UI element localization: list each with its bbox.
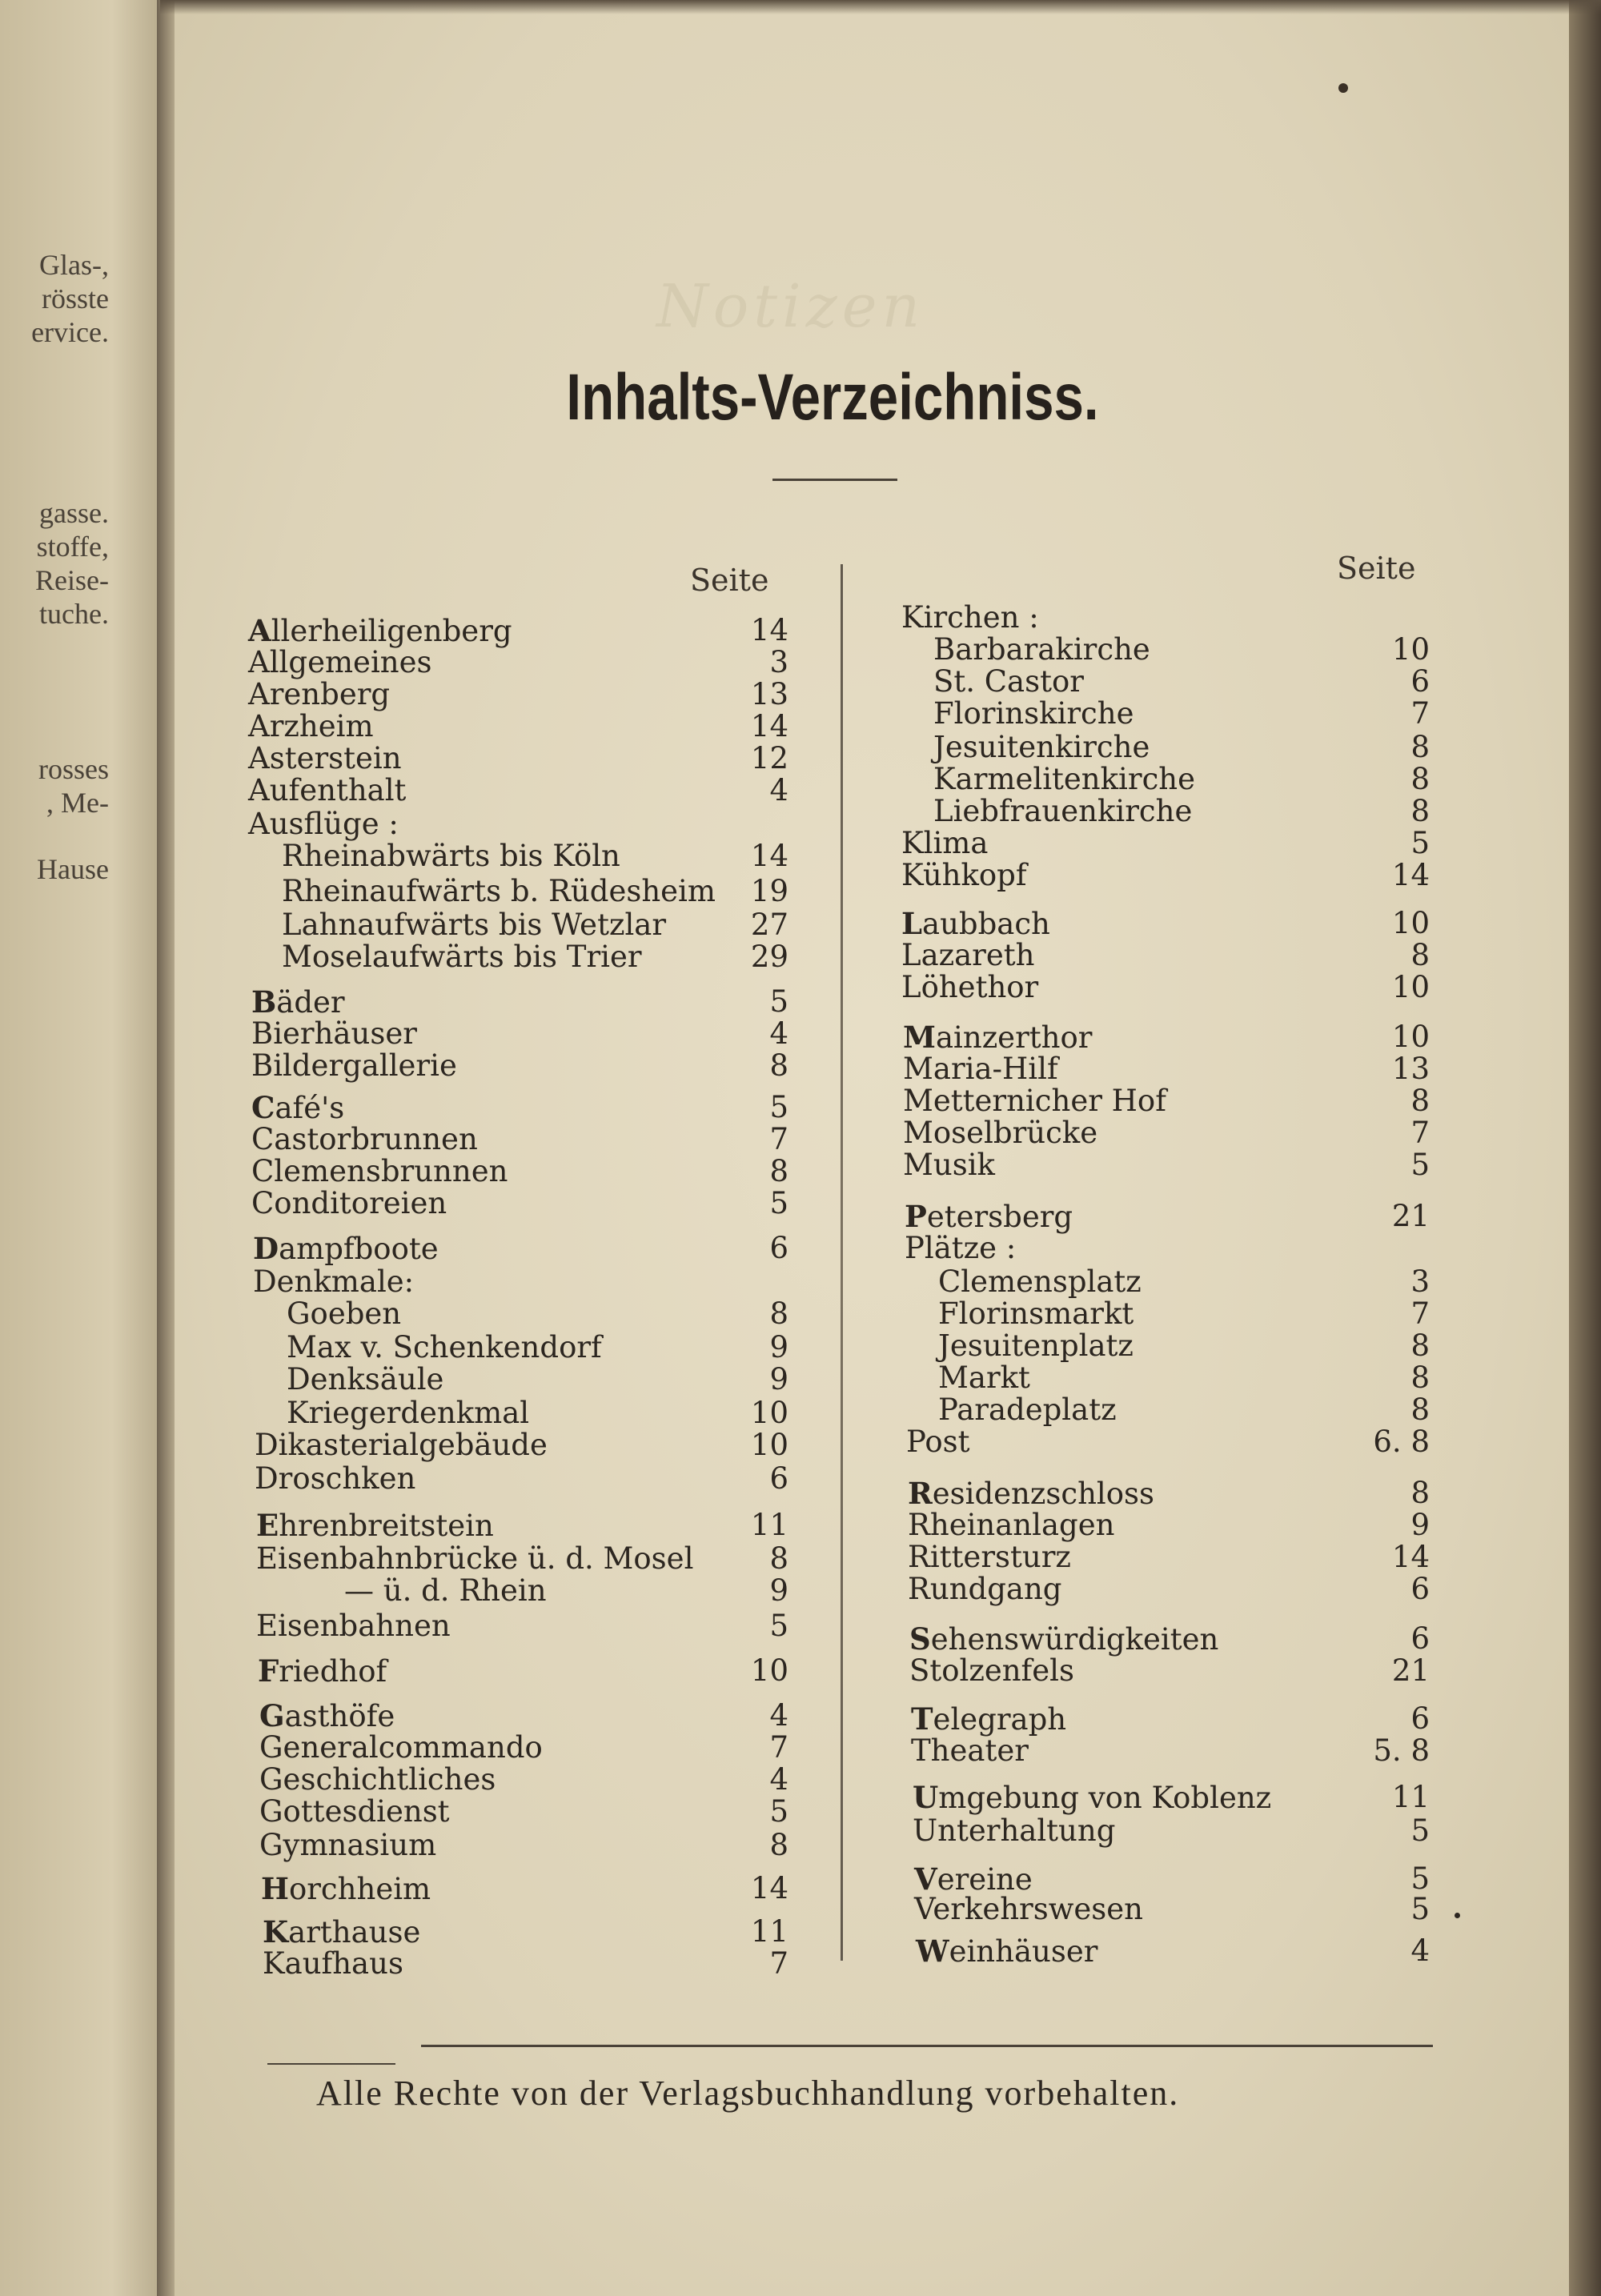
entry-page-number: 10	[1391, 1020, 1430, 1054]
left-page-text-3: rosses , Me-	[38, 753, 109, 819]
entry-page-number: 11	[750, 1914, 788, 1949]
entry-page-number: 11	[1391, 1780, 1430, 1814]
left-index-entry	[256, 1610, 451, 1642]
entry-initial: G	[259, 1698, 285, 1733]
right-index-entry	[905, 1200, 1073, 1233]
entry-page-number: 9	[769, 1573, 788, 1608]
entry-page-number: 12	[750, 741, 788, 775]
right-index-entry	[901, 602, 1039, 634]
right-index-entry	[938, 1266, 1142, 1298]
right-index-entry	[938, 1330, 1134, 1362]
entry-page-number: 4	[769, 1762, 788, 1797]
left-page-text-4: Hause	[37, 853, 109, 885]
right-index-entry	[913, 1815, 1115, 1847]
entry-page-number: 4	[769, 773, 788, 807]
entry-label: Clemensbrunnen	[251, 1154, 508, 1188]
entry-page-number: 7	[1410, 696, 1430, 731]
entry-label: Kirchen :	[901, 600, 1039, 635]
entry-page-number: 7	[1410, 1296, 1430, 1331]
entry-page-number: 5	[769, 984, 788, 1019]
entry-label: Verkehrswesen	[914, 1892, 1144, 1926]
right-index-entry	[901, 859, 1027, 892]
left-index-entry	[251, 1092, 344, 1124]
entry-page-number: 6	[1410, 1621, 1430, 1656]
entry-label: Kaufhaus	[263, 1946, 403, 1981]
entry-page-number: 14	[750, 613, 788, 647]
left-index-entry	[251, 1188, 447, 1220]
left-page-strip	[0, 0, 160, 2296]
entry-initial: V	[914, 1861, 937, 1897]
right-index-entry	[908, 1541, 1071, 1573]
entry-label: Gymnasium	[259, 1828, 437, 1862]
right-index-entry	[913, 1781, 1271, 1814]
entry-page-number: 7	[769, 1946, 788, 1981]
entry-label: Goeben	[287, 1296, 402, 1331]
entry-label: äder	[276, 985, 345, 1020]
column-divider	[841, 564, 843, 1961]
entry-page-number: 5	[1410, 1813, 1430, 1848]
entry-label: etersberg	[926, 1200, 1073, 1234]
left-index-entry	[253, 1232, 439, 1265]
entry-label: Unterhaltung	[913, 1813, 1116, 1848]
entry-page-number: 14	[1391, 858, 1430, 892]
entry-page-number: 10	[750, 1653, 788, 1688]
entry-page-number: 7	[769, 1122, 788, 1156]
right-index-entry	[906, 1426, 970, 1458]
seite-header-right: Seite	[1337, 551, 1416, 586]
entry-page-number: 5	[1410, 1861, 1430, 1896]
entry-label: Geschichtliches	[259, 1762, 496, 1797]
left-index-entry	[256, 1543, 693, 1575]
entry-label: Arenberg	[248, 677, 391, 711]
entry-page-number: 8	[769, 1541, 788, 1576]
entry-initial: A	[248, 613, 271, 648]
entry-page-number: 6	[769, 1461, 788, 1496]
right-index-entry	[901, 908, 1050, 940]
left-index-entry	[248, 647, 432, 679]
right-index-entry	[938, 1394, 1117, 1426]
right-index-entry	[901, 827, 988, 859]
entry-label: ehenswürdigkeiten	[930, 1622, 1219, 1657]
entry-page-number: 9	[769, 1330, 788, 1364]
left-index-entry	[259, 1732, 543, 1764]
entry-initial: S	[909, 1621, 931, 1657]
entry-label: Liebfrauenkirche	[933, 794, 1193, 828]
left-index-entry	[261, 1873, 431, 1905]
entry-label: Allgemeines	[248, 645, 432, 679]
right-index-entry	[903, 1149, 995, 1181]
entry-page-number: 29	[750, 940, 788, 974]
entry-label: Jesuitenplatz	[938, 1328, 1134, 1363]
entry-page-number: 8	[1410, 1328, 1430, 1363]
entry-page-number: 8	[1410, 1392, 1430, 1427]
entry-label: Eisenbahnen	[256, 1609, 451, 1643]
entry-label: Ausflüge :	[248, 807, 399, 841]
left-index-entry	[251, 1050, 457, 1082]
entry-page-number: 5	[1410, 1892, 1430, 1926]
right-index-entry	[901, 972, 1038, 1004]
entry-label: Rheinaufwärts b. Rüdesheim	[282, 874, 716, 908]
entry-page-number: 5	[1410, 1148, 1430, 1182]
right-index-entry	[901, 940, 1034, 972]
entry-page-number: 6	[1410, 1572, 1430, 1606]
entry-label: — ü. d. Rhein	[344, 1573, 547, 1608]
entry-label: Moselbrücke	[903, 1116, 1098, 1150]
entry-page-number: 6	[769, 1231, 788, 1265]
left-index-entry	[248, 775, 406, 807]
entry-page-number: 6	[1410, 1701, 1430, 1736]
left-index-entry	[287, 1332, 602, 1364]
entry-label: Arzheim	[248, 709, 374, 743]
entry-page-number: 4	[769, 1016, 788, 1051]
left-index-entry	[282, 909, 666, 941]
left-index-entry	[287, 1364, 443, 1396]
entry-page-number: 5. 8	[1373, 1733, 1430, 1768]
entry-label: Asterstein	[248, 741, 402, 775]
entry-page-number: 11	[750, 1508, 788, 1542]
copyright-notice: Alle Rechte von der Verlagsbuchhandlung vorbehalten.	[316, 2074, 1180, 2113]
entry-label: Klima	[901, 826, 989, 860]
entry-label: Rittersturz	[908, 1540, 1071, 1574]
entry-page-number: 13	[750, 677, 788, 711]
entry-page-number: 8	[1410, 1084, 1430, 1118]
entry-label: Max v. Schenkendorf	[287, 1330, 602, 1364]
page-title: Inhalts-Verzeichniss.	[566, 361, 1099, 434]
left-index-entry	[282, 876, 716, 908]
right-index-entry	[933, 698, 1134, 730]
entry-page-number: 8	[769, 1828, 788, 1862]
entry-label: aubbach	[922, 907, 1050, 941]
entry-label: Denksäule	[287, 1362, 444, 1396]
right-index-entry	[908, 1509, 1114, 1541]
entry-page-number: 14	[750, 1871, 788, 1905]
entry-label: Conditoreien	[251, 1186, 447, 1220]
right-index-entry	[914, 1893, 1143, 1925]
entry-page-number: 8	[1410, 762, 1430, 796]
right-index-entry	[903, 1085, 1166, 1117]
left-index-entry	[255, 1463, 415, 1495]
left-index-entry	[256, 1509, 494, 1542]
entry-page-number: 10	[750, 1428, 788, 1462]
entry-label: Post	[906, 1424, 970, 1459]
entry-initial: R	[908, 1476, 933, 1511]
entry-page-number: 5	[769, 1090, 788, 1124]
right-index-entry	[908, 1573, 1061, 1605]
entry-page-number: 8	[1410, 1360, 1430, 1395]
left-page-text-1: Glas-, rösste ervice.	[31, 249, 109, 348]
entry-initial: H	[261, 1871, 289, 1906]
entry-label: Generalcommando	[259, 1730, 543, 1765]
entry-label: Kühkopf	[901, 858, 1027, 892]
entry-label: Droschken	[255, 1461, 416, 1496]
entry-label: Paradeplatz	[938, 1392, 1117, 1427]
entry-page-number: 3	[769, 645, 788, 679]
right-index-entry	[911, 1735, 1029, 1767]
entry-label: Rheinabwärts bis Köln	[282, 839, 620, 873]
entry-label: Karmelitenkirche	[933, 762, 1196, 796]
right-index-entry	[908, 1477, 1154, 1510]
entry-label: Stolzenfels	[909, 1653, 1074, 1688]
right-index-entry	[938, 1362, 1030, 1394]
left-index-entry	[248, 679, 390, 711]
right-index-entry	[911, 1703, 1066, 1736]
entry-label: Clemensplatz	[938, 1264, 1142, 1299]
right-index-entry	[909, 1655, 1074, 1687]
entry-page-number: 14	[1391, 1540, 1430, 1574]
left-index-entry	[251, 1124, 478, 1156]
title-rule	[772, 479, 897, 481]
left-index-entry	[259, 1796, 450, 1828]
left-index-entry	[263, 1916, 420, 1949]
page-edge	[1569, 0, 1601, 2296]
right-index-entry	[903, 1053, 1058, 1085]
entry-label: ainzerthor	[935, 1020, 1093, 1055]
entry-label: Florinskirche	[933, 696, 1134, 731]
entry-page-number: 9	[769, 1362, 788, 1396]
entry-initial: C	[251, 1090, 275, 1125]
right-index-entry	[905, 1232, 1016, 1264]
left-index-entry	[248, 711, 374, 743]
entry-label: Rundgang	[908, 1572, 1062, 1606]
entry-page-number: 4	[769, 1698, 788, 1733]
left-index-entry	[282, 941, 642, 973]
left-index-entry	[259, 1700, 395, 1733]
entry-label: Castorbrunnen	[251, 1122, 478, 1156]
entry-initial: W	[916, 1933, 949, 1969]
entry-page-number: 10	[1391, 970, 1430, 1004]
left-index-entry	[287, 1397, 529, 1429]
left-index-entry	[251, 1018, 417, 1050]
entry-label: Aufenthalt	[248, 773, 407, 807]
entry-label: St. Castor	[933, 664, 1084, 699]
ink-spot	[1338, 83, 1348, 93]
left-index-entry	[258, 1655, 387, 1688]
entry-page-number: 19	[750, 874, 788, 908]
entry-page-number: 8	[1410, 938, 1430, 972]
entry-page-number: 8	[769, 1296, 788, 1331]
entry-label: mgebung von Koblenz	[938, 1781, 1272, 1815]
right-index-entry	[903, 1021, 1092, 1054]
right-index-entry	[933, 666, 1084, 698]
entry-label: Bildergallerie	[251, 1048, 457, 1083]
entry-page-number: 10	[1391, 632, 1430, 667]
entry-label: riedhof	[279, 1654, 387, 1689]
footer-rule-left	[267, 2063, 395, 2065]
entry-label: Rheinanlagen	[908, 1508, 1115, 1542]
entry-page-number: 4	[1410, 1933, 1430, 1968]
right-index-entry	[903, 1117, 1097, 1149]
entry-initial: L	[901, 906, 923, 941]
right-index-entry	[916, 1935, 1097, 1968]
entry-label: Barbarakirche	[933, 632, 1150, 667]
right-index-entry	[933, 731, 1150, 763]
entry-label: llerheiligenberg	[271, 614, 512, 648]
right-index-entry	[933, 763, 1195, 795]
entry-label: afé's	[275, 1091, 345, 1125]
entry-page-number: 14	[750, 839, 788, 873]
entry-label: einhäuser	[949, 1934, 1098, 1969]
entry-label: Denkmale:	[253, 1264, 415, 1299]
entry-label: hrenbreitstein	[279, 1509, 494, 1543]
entry-label: Markt	[938, 1360, 1030, 1395]
entry-page-number: 14	[750, 709, 788, 743]
ink-speck	[1455, 1913, 1460, 1918]
entry-page-number: 5	[769, 1609, 788, 1643]
left-index-entry	[287, 1298, 401, 1330]
right-index-entry	[933, 634, 1150, 666]
left-index-entry	[248, 615, 512, 647]
entry-label: Maria-Hilf	[903, 1052, 1058, 1086]
entry-page-number: 9	[1410, 1508, 1430, 1542]
entry-initial: U	[913, 1780, 939, 1815]
entry-initial: E	[256, 1508, 279, 1543]
book-spine	[157, 0, 176, 2296]
left-index-entry	[248, 743, 402, 775]
entry-label: asthöfe	[284, 1699, 395, 1733]
right-index-entry	[914, 1863, 1033, 1896]
entry-initial: P	[905, 1199, 927, 1234]
entry-page-number: 7	[769, 1730, 788, 1765]
left-page-text-2: gasse. stoffe, Reise- tuche.	[35, 497, 109, 630]
entry-page-number: 5	[769, 1794, 788, 1829]
entry-label: Metternicher Hof	[903, 1084, 1166, 1118]
entry-page-number: 5	[1410, 826, 1430, 860]
entry-label: Dikasterialgebäude	[255, 1428, 548, 1462]
entry-label: Florinsmarkt	[938, 1296, 1134, 1331]
left-index-entry	[248, 808, 399, 840]
show-through-text: Notizen	[656, 272, 925, 341]
entry-label: Bierhäuser	[251, 1016, 417, 1051]
entry-page-number: 5	[769, 1186, 788, 1220]
entry-label: Theater	[911, 1733, 1029, 1768]
entry-label: Lahnaufwärts bis Wetzlar	[282, 908, 667, 942]
footer-rule-right	[421, 2045, 1433, 2047]
entry-label: arthause	[288, 1915, 421, 1949]
left-index-entry	[251, 1156, 508, 1188]
entry-page-number: 10	[1391, 906, 1430, 940]
left-index-entry	[282, 840, 620, 872]
entry-initial: B	[251, 984, 277, 1020]
left-index-entry	[251, 986, 345, 1019]
entry-label: Kriegerdenkmal	[287, 1396, 530, 1430]
entry-page-number: 13	[1391, 1052, 1430, 1086]
seite-header-left: Seite	[690, 563, 769, 598]
entry-label: elegraph	[933, 1702, 1067, 1737]
right-index-entry	[909, 1623, 1218, 1656]
entry-page-number: 10	[750, 1396, 788, 1430]
entry-page-number: 3	[1410, 1264, 1430, 1299]
entry-label: Lazareth	[901, 938, 1035, 972]
entry-label: Plätze :	[905, 1231, 1017, 1265]
left-index-entry	[263, 1948, 403, 1980]
entry-page-number: 8	[769, 1048, 788, 1083]
entry-page-number: 8	[769, 1154, 788, 1188]
entry-label: Musik	[903, 1148, 995, 1182]
entry-label: Gottesdienst	[259, 1794, 450, 1829]
entry-page-number: 8	[1410, 794, 1430, 828]
entry-initial: K	[263, 1914, 289, 1949]
entry-label: Eisenbahnbrücke ü. d. Mosel	[256, 1541, 694, 1576]
entry-initial: F	[258, 1653, 279, 1689]
entry-initial: T	[911, 1701, 933, 1737]
entry-label: Moselaufwärts bis Trier	[282, 940, 642, 974]
entry-initial: M	[903, 1020, 936, 1055]
entry-label: Jesuitenkirche	[933, 730, 1150, 764]
entry-page-number: 27	[750, 908, 788, 942]
entry-page-number: 6	[1410, 664, 1430, 699]
entry-label: Löhethor	[901, 970, 1039, 1004]
page-top-shadow	[160, 0, 1601, 14]
left-index-entry	[255, 1429, 548, 1461]
entry-label: ampfboote	[279, 1232, 439, 1266]
entry-label: ereine	[937, 1862, 1033, 1897]
left-index-entry	[259, 1829, 436, 1861]
entry-page-number: 21	[1391, 1199, 1430, 1233]
entry-page-number: 8	[1410, 730, 1430, 764]
entry-initial: D	[253, 1231, 279, 1266]
entry-page-number: 6. 8	[1373, 1424, 1430, 1459]
right-index-entry	[933, 795, 1192, 827]
left-index-entry	[259, 1764, 496, 1796]
entry-page-number: 21	[1391, 1653, 1430, 1688]
left-index-entry	[344, 1575, 547, 1607]
entry-label: orchheim	[288, 1872, 431, 1906]
right-index-entry	[938, 1298, 1134, 1330]
entry-page-number: 7	[1410, 1116, 1430, 1150]
left-index-entry	[253, 1266, 414, 1298]
entry-page-number: 8	[1410, 1476, 1430, 1510]
entry-label: esidenzschloss	[932, 1477, 1154, 1511]
